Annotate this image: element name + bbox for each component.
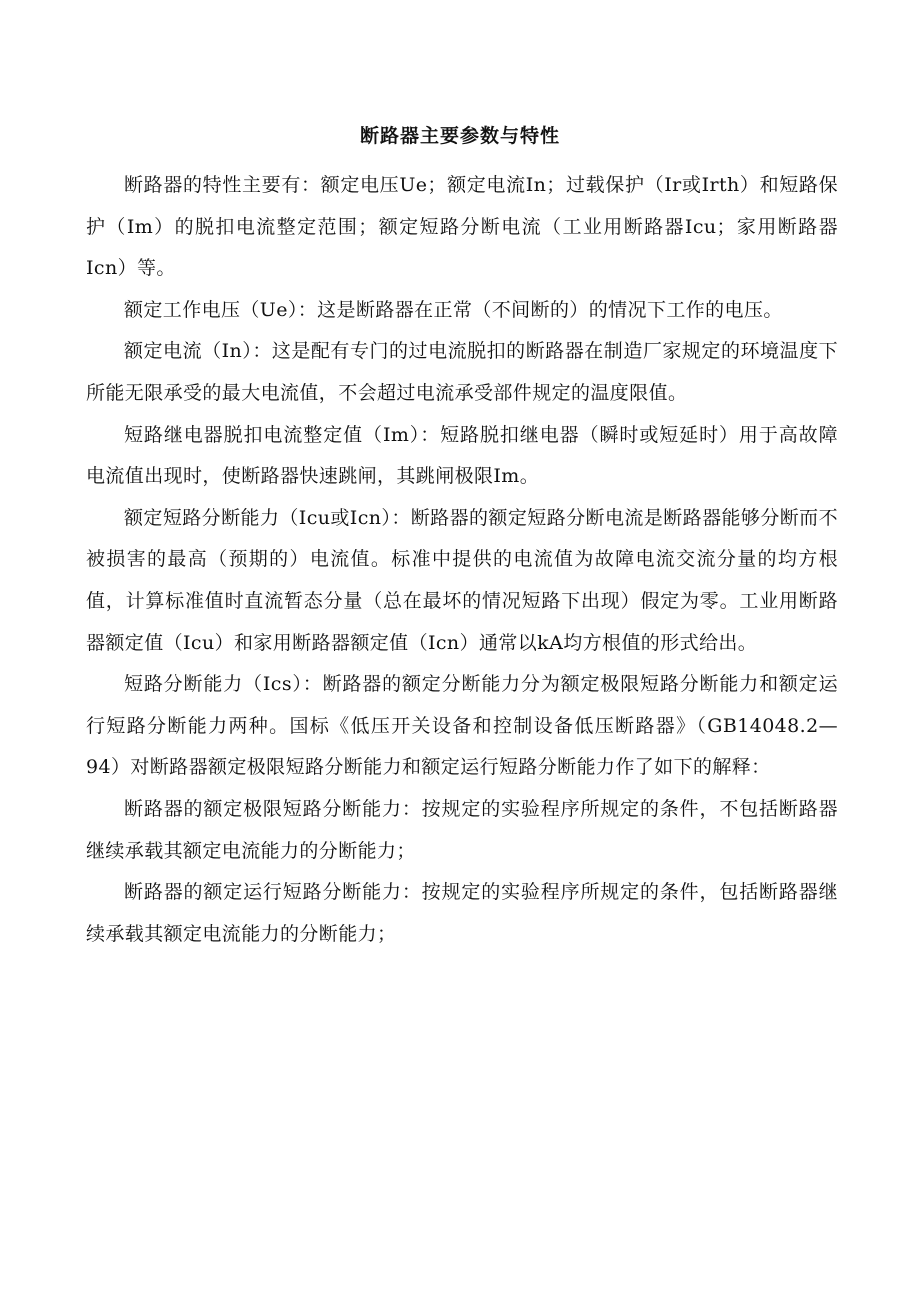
paragraph-rated-voltage: 额定工作电压（Ue）：这是断路器在正常（不间断的）的情况下工作的电压。 [124, 298, 783, 321]
paragraph-breaking-capacity: 额定短路分断能力（Icu或Icn）：断路器的额定短路分断电流是断路器能够分断而不被损害的最高（预期的）电流值。标准中提供的电流值为故障电流交流分量的均方根值，计算标准值时直流暂态分量（总在最坏的情况短路下出现）假定为零。工业用断路器额定值（Icu）和家用断路器额定值（Icn）通常以kA均方根值的形式给出。 [86, 506, 838, 654]
paragraph-rated-current: 额定电流（In）：这是配有专门的过电流脱扣的断路器在制造厂家规定的环境温度下所能无限承受的最大电流值，不会超过电流承受部件规定的温度限值。 [86, 340, 838, 404]
paragraph-ultimate-capacity: 断路器的额定极限短路分断能力：按规定的实验程序所规定的条件，不包括断路器继续承载其额定电流能力的分断能力； [86, 797, 838, 862]
paragraph-short-circuit-trip: 短路继电器脱扣电流整定值（Im）：短路脱扣继电器（瞬时或短延时）用于高故障电流值出现时，使断路器快速跳闸，其跳闸极限Im。 [86, 423, 838, 488]
paragraph-ics: 短路分断能力（Ics）：断路器的额定分断能力分为额定极限短路分断能力和额定运行短路分断能力两种。国标《低压开关设备和控制设备低压断路器》（GB14048.2—94）对断路器额定极限短路分断能力和额定运行短路分断能力作了如下的解释： [86, 673, 838, 779]
paragraph-service-capacity: 断路器的额定运行短路分断能力：按规定的实验程序所规定的条件，包括断路器继续承载其额定电流能力的分断能力； [86, 881, 838, 945]
document-title: 断路器主要参数与特性 [359, 125, 560, 147]
paragraph-characteristics: 断路器的特性主要有：额定电压Ue；额定电流In；过载保护（Ir或Irth）和短路保护（Im）的脱扣电流整定范围；额定短路分断电流（工业用断路器Icu；家用断路器Icn）等。 [86, 174, 838, 280]
document-body [86, 165, 838, 955]
